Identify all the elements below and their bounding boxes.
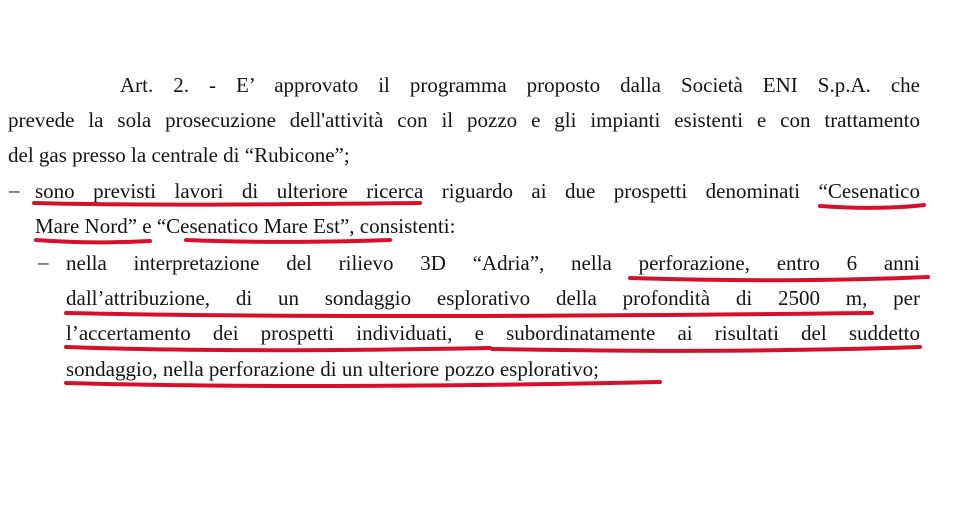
article-line-2: prevede la sola prosecuzione dell'attività con il pozzo e gli impianti esistenti e con trattamento	[8, 108, 920, 132]
underline-accertamento	[66, 347, 490, 350]
bullet1-line-2: Mare Nord” e “Cesenatico Mare Est”, consistenti:	[35, 214, 456, 238]
underline-mare-nord	[36, 240, 150, 242]
underline-cesenatico-1	[820, 205, 924, 208]
underline-attribuzione-2500m	[66, 313, 872, 316]
article-line-1: Art. 2. - E’ approvato il programma proposto dalla Società ENI S.p.A. che	[120, 73, 920, 97]
bullet2-line-2: dall’attribuzione, di un sondaggio esplorativo della profondità di 2500 m, per	[66, 286, 920, 310]
bullet1-line-1: sono previsti lavori di ulteriore ricerca riguardo ai due prospetti denominati “Cesenatico	[35, 179, 920, 203]
bullet-dash-1: –	[9, 178, 20, 202]
underline-perforazione-6-anni	[630, 277, 928, 280]
article-line-3: del gas presso la centrale di “Rubicone”;	[8, 143, 350, 167]
bullet-dash-2: –	[38, 250, 49, 274]
underline-cesenatico-mare-est	[186, 240, 390, 242]
bullet2-line-3: l’accertamento dei prospetti individuati, e subordinatamente ai risultati del suddetto	[66, 321, 920, 345]
bullet2-line-4: sondaggio, nella perforazione di un ulteriore pozzo esplorativo;	[66, 357, 599, 381]
underline-sondaggio-pozzo	[66, 382, 660, 386]
bullet2-line-1: nella interpretazione del rilievo 3D “Adria”, nella perforazione, entro 6 anni	[66, 251, 920, 275]
underline-subordinatamente	[492, 347, 920, 351]
